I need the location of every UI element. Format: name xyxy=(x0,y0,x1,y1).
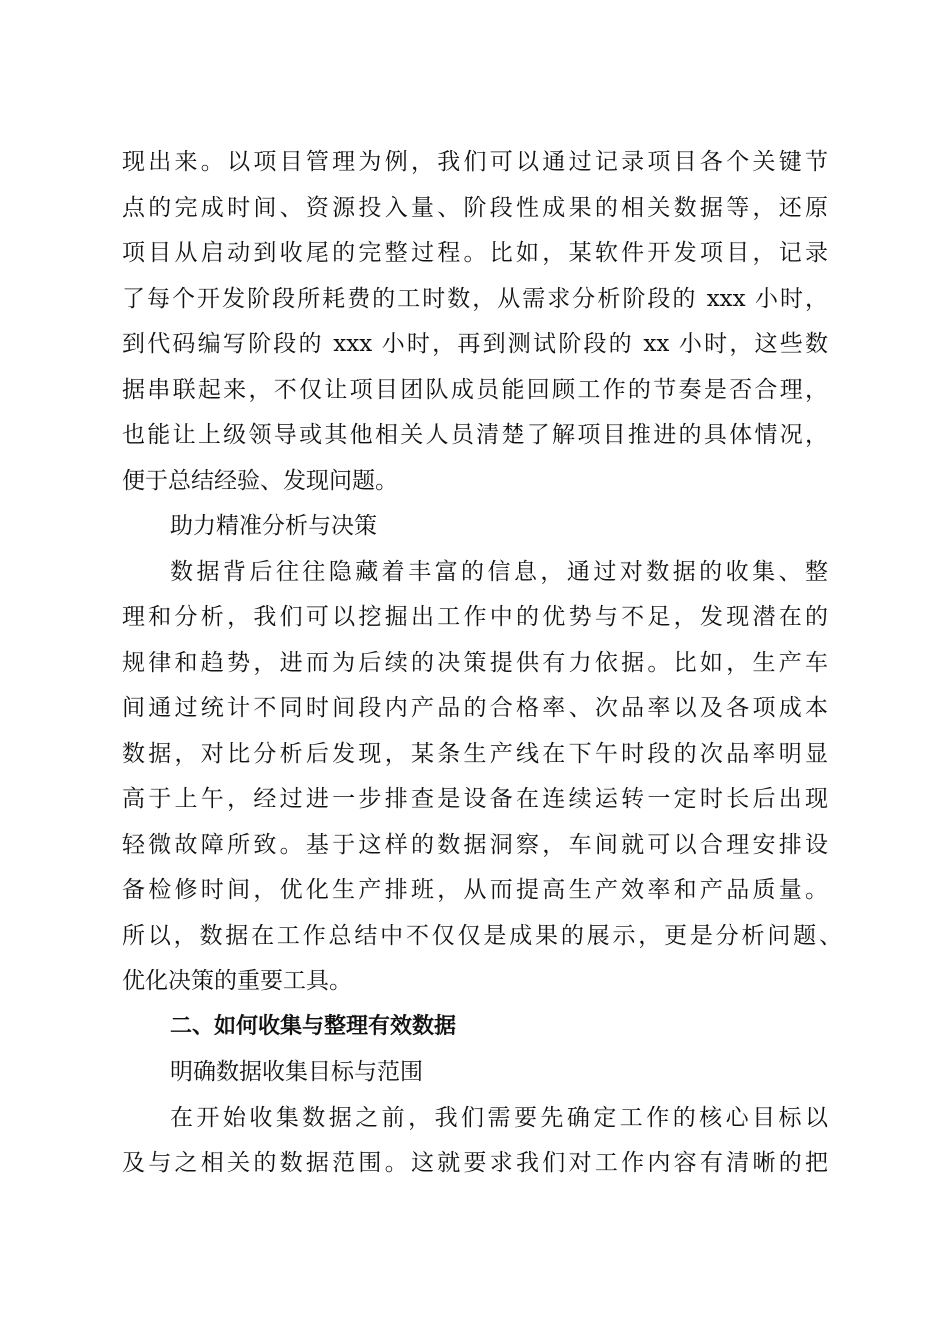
paragraph-2-line-6: 高于上午，经过进一步排查是设备在连续运转一定时长后出现 xyxy=(122,786,828,812)
paragraph-2-line-1: 数据背后往往隐藏着丰富的信息，通过对数据的收集、整 xyxy=(170,559,828,585)
paragraph-1-line-3: 项目从启动到收尾的完整过程。比如，某软件开发项目，记录 xyxy=(122,240,828,266)
paragraph-1-line-8: 便于总结经验、发现问题。 xyxy=(122,468,398,494)
paragraph-2-line-3: 规律和趋势，进而为后续的决策提供有力依据。比如，生产车 xyxy=(122,650,828,676)
paragraph-1-line-7: 也能让上级领导或其他相关人员清楚了解项目推进的具体情况， xyxy=(122,422,828,448)
paragraph-2-line-4: 间通过统计不同时间段内产品的合格率、次品率以及各项成本 xyxy=(122,695,828,721)
paragraph-2-line-10: 优化决策的重要工具。 xyxy=(122,968,352,994)
section-heading-data-collection: 二、如何收集与整理有效数据 xyxy=(170,1014,457,1039)
paragraph-1-line-1: 现出来。以项目管理为例，我们可以通过记录项目各个关键节 xyxy=(122,149,828,175)
paragraph-2-line-5: 数据，对比分析后发现，某条生产线在下午时段的次品率明显 xyxy=(122,741,828,767)
paragraph-1-line-2: 点的完成时间、资源投入量、阶段性成果的相关数据等，还原 xyxy=(122,195,828,221)
subheading-collection-goal: 明确数据收集目标与范围 xyxy=(170,1059,423,1085)
paragraph-2-line-8: 备检修时间，优化生产排班，从而提高生产效率和产品质量。 xyxy=(122,877,828,903)
paragraph-2-line-2: 理和分析，我们可以挖掘出工作中的优势与不足，发现潜在的 xyxy=(122,604,828,630)
paragraph-2-line-9: 所以，数据在工作总结中不仅仅是成果的展示，更是分析问题、 xyxy=(122,923,842,949)
subheading-accurate-analysis: 助力精准分析与决策 xyxy=(170,513,377,539)
paragraph-3-line-2: 及与之相关的数据范围。这就要求我们对工作内容有清晰的把 xyxy=(122,1150,828,1176)
paragraph-2-line-7: 轻微故障所致。基于这样的数据洞察，车间就可以合理安排设 xyxy=(122,832,828,858)
paragraph-1-line-4: 了每个开发阶段所耗费的工时数，从需求分析阶段的 xxx 小时， xyxy=(122,286,828,312)
paragraph-1-line-6: 据串联起来，不仅让项目团队成员能回顾工作的节奏是否合理， xyxy=(122,377,828,403)
paragraph-3-line-1: 在开始收集数据之前，我们需要先确定工作的核心目标以 xyxy=(170,1105,828,1131)
paragraph-1-line-5: 到代码编写阶段的 xxx 小时，再到测试阶段的 xx 小时，这些数 xyxy=(122,331,828,357)
